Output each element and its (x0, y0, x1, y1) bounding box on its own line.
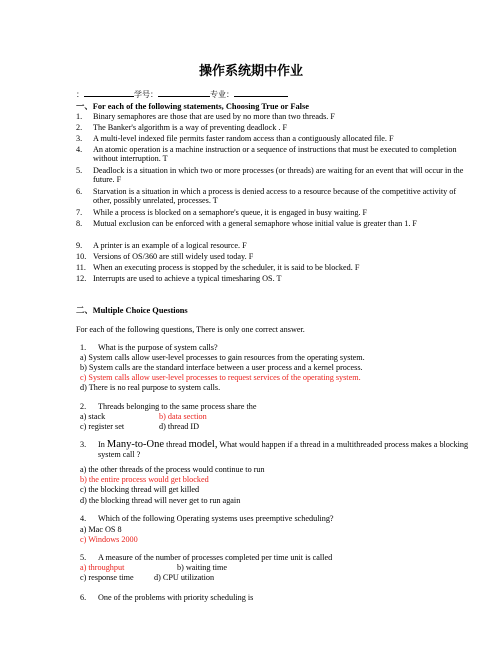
tf-num: 8. (76, 219, 83, 228)
tf-text: A multi-level indexed file permits faster random access than a contiguously allocated file. F (93, 134, 394, 143)
q3-option-b-answer: b) the entire process would get blocked (80, 475, 209, 484)
tf-text: Mutual exclusion can be enforced with a general semaphore whose initial value is greater than 1. F (93, 219, 417, 228)
tf-item-2 (76, 123, 466, 132)
tf-num: 11. (76, 263, 86, 272)
q2-option-c: c) register set (80, 422, 125, 431)
question-num: 4. (80, 514, 87, 523)
major-label: 专业： (210, 90, 234, 99)
tf-item-5 (76, 166, 466, 185)
question-text: One of the problems with priority scheduling is (98, 593, 254, 602)
tf-text: Binary semaphores are those that are used by no more than two threads. F (93, 112, 335, 121)
q5-option-d: d) CPU utilization (154, 573, 215, 582)
question-2-stem (76, 402, 476, 412)
section2-heading: 二、Multiple Choice Questions (76, 306, 188, 315)
tf-text: While a process is blocked on a semaphore's queue, it is engaged in busy waiting. F (93, 208, 368, 217)
tf-text: Interrupts are used to achieve a typical timesharing OS. T (93, 274, 282, 283)
name-blank (84, 88, 124, 97)
tf-num: 2. (76, 123, 83, 132)
tf-text: Starvation is a situation in which a process is denied access to a resource because of the competitive activity of other, possibly unrelated, processes. T (93, 187, 457, 206)
section2-intro: For each of the following questions, There is only one correct answer. (76, 325, 305, 334)
q3-stem-post: What would happen if a thread in a multithreaded process makes a blocking system call ? (98, 440, 469, 459)
question-num: 5. (80, 553, 87, 562)
question-text (98, 440, 476, 460)
q1-option-d: d) There is no real purpose to system calls. (80, 383, 221, 392)
q3-option-d: d) the blocking thread will never get to run again (80, 496, 241, 505)
student-id-label: 学号： (134, 90, 158, 99)
question-3-stem (76, 440, 476, 460)
tf-item-4 (76, 145, 466, 164)
question-num: 2. (80, 402, 87, 411)
q4-option-a: a) Mac OS 8 (80, 525, 122, 534)
question-5-stem (76, 553, 476, 563)
student-info-line (76, 88, 288, 100)
student-id-blank (158, 88, 210, 97)
question-1-stem (76, 343, 476, 353)
q3-stem-mid: thread (164, 440, 189, 449)
tf-num: 4. (76, 145, 83, 154)
tf-item-12 (76, 274, 466, 283)
name-blank-thick (124, 88, 134, 97)
question-num: 1. (80, 343, 87, 352)
tf-item-8 (76, 219, 466, 228)
question-num: 6. (80, 593, 87, 602)
q1-option-a: a) System calls allow user-level processes to gain resources from the operating system. (80, 353, 365, 362)
question-num: 3. (80, 440, 87, 449)
tf-text: When an executing process is stopped by the scheduler, it is said to be blocked. F (93, 263, 360, 272)
q2-option-d: d) thread ID (159, 422, 200, 431)
q1-option-b: b) System calls are the standard interface between a user process and a kernel process. (80, 363, 363, 372)
tf-num: 10. (76, 252, 87, 261)
major-blank (234, 88, 288, 97)
tf-text: Deadlock is a situation in which two or more processes (or threads) are waiting for an event that will occur in the future. F (93, 166, 464, 185)
q4-option-c-answer: c) Windows 2000 (80, 535, 138, 544)
tf-text: Versions of OS/360 are still widely used today. F (93, 252, 254, 261)
question-text: What is the purpose of system calls? (98, 343, 218, 352)
question-text: Threads belonging to the same process share the (98, 402, 257, 411)
question-4-stem (76, 514, 476, 524)
tf-num: 9. (76, 241, 83, 250)
q2-option-a: a) stack (80, 412, 106, 421)
tf-num: 5. (76, 166, 83, 175)
tf-num: 3. (76, 134, 83, 143)
q5-option-a-answer: a) throughput (80, 563, 125, 572)
q3-stem-term2: model, (188, 439, 218, 450)
question-text: Which of the following Operating systems uses preemptive scheduling? (98, 514, 334, 523)
page-title: 操作系统期中作业 (198, 64, 303, 79)
q3-stem-term: Many-to-One (106, 439, 165, 450)
tf-num: 12. (76, 274, 87, 283)
tf-num: 6. (76, 187, 83, 196)
q5-option-b: b) waiting time (177, 563, 228, 572)
tf-text: The Banker's algorithm is a way of preventing deadlock . F (93, 123, 288, 132)
tf-num: 7. (76, 208, 83, 217)
section1-heading: 一、For each of the following statements, Choosing True or False (76, 102, 309, 111)
q3-option-c: c) the blocking thread will get killed (80, 485, 200, 494)
tf-item-10 (76, 252, 466, 261)
q2-option-b-answer: b) data section (159, 412, 207, 421)
tf-item-3 (76, 134, 466, 143)
question-6-stem (76, 593, 476, 603)
question-text: A measure of the number of processes completed per time unit is called (98, 553, 333, 562)
q1-option-c-answer: c) System calls allow user-level processes to request services of the operating system. (80, 373, 361, 382)
q5-option-c: c) response time (80, 573, 134, 582)
tf-num: 1. (76, 112, 83, 121)
tf-text: An atomic operation is a machine instruction or a sequence of instructions that must be executed to completion without interruption. T (93, 145, 457, 164)
tf-text: A printer is an example of a logical resource. F (93, 241, 247, 250)
info-prefix: ： (76, 90, 84, 99)
tf-item-11 (76, 263, 466, 272)
tf-item-7 (76, 208, 466, 217)
tf-item-1 (76, 112, 466, 121)
q3-stem-pre: In (98, 440, 107, 449)
tf-item-9 (76, 241, 466, 250)
q3-option-a: a) the other threads of the process would continue to run (80, 465, 265, 474)
tf-item-6 (76, 187, 466, 206)
